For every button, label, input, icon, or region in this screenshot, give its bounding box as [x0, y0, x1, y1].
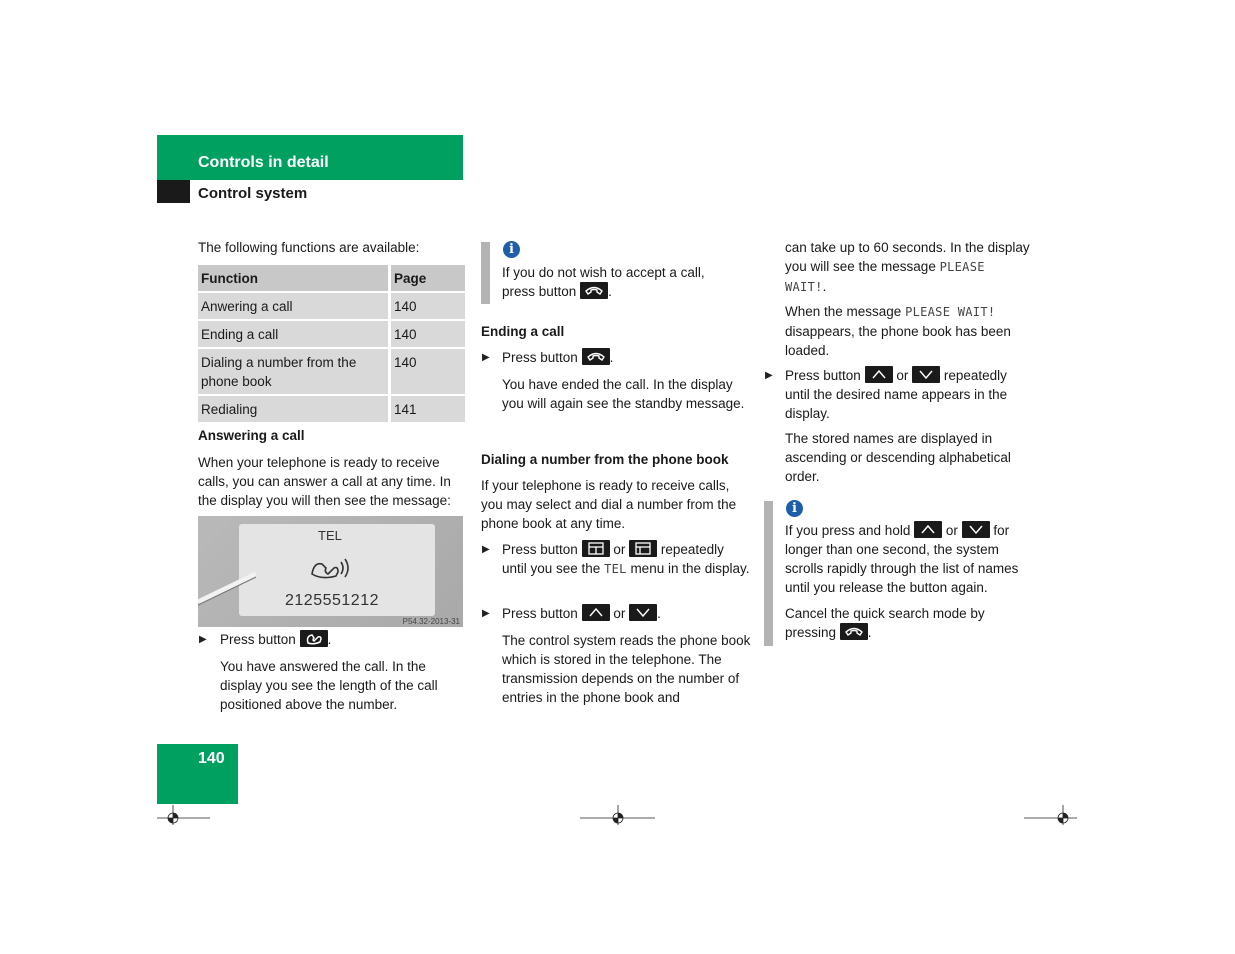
answering-heading: Answering a call: [198, 428, 305, 443]
dialing-step-b: [502, 604, 661, 623]
or-text: or: [613, 606, 626, 621]
table-row: [198, 395, 465, 423]
info-bar: [481, 242, 490, 304]
info-text-end: .: [608, 284, 612, 299]
page-number-box: [157, 744, 238, 804]
dialing-result: The control system reads the phone book which is stored in the telephone. The transmission depends on the number of entries in the phone book and: [502, 633, 751, 705]
display-label: TEL: [318, 528, 342, 543]
table-cell: Anwering a call: [198, 292, 390, 320]
function-table: [198, 265, 465, 424]
display-term: TEL: [604, 562, 627, 576]
answer-call-key-icon: [300, 630, 328, 647]
step-text-end: .: [609, 350, 614, 365]
incoming-call-icon: [308, 554, 356, 582]
table-cell: Redialing: [198, 395, 390, 423]
display-number: 2125551212: [285, 592, 379, 609]
display-photo: [198, 516, 463, 627]
info-icon: i: [503, 241, 520, 258]
table-header-page: Page: [390, 265, 466, 292]
bullet-arrow-icon: ▶: [199, 634, 207, 645]
crop-mark-icon: [157, 805, 212, 825]
dialing-heading: Dialing a number from the phone book: [481, 452, 729, 467]
up-key-icon: [582, 604, 610, 621]
answer-result: You have answered the call. In the display you see the length of the call positioned above the number.: [220, 659, 438, 712]
or-text: or: [945, 523, 958, 538]
select-name-step: [785, 366, 1030, 423]
info-text: Cancel the quick search mode by pressing: [785, 606, 985, 640]
table-cell: 140: [390, 320, 466, 348]
body-text-end: .: [822, 279, 827, 294]
or-text: or: [613, 542, 626, 557]
info-text-end: .: [867, 625, 872, 640]
subsection-title: Control system: [198, 185, 308, 202]
ending-result: You have ended the call. In the display you will again see the standby message.: [502, 377, 745, 411]
table-cell: 140: [390, 348, 466, 395]
info-note-1: [502, 263, 732, 301]
intro-text: The following functions are available:: [198, 240, 420, 255]
table-row: [198, 320, 465, 348]
info-bar: [764, 501, 773, 646]
info-text: If you do not wish to accept a call, press button: [502, 265, 705, 299]
body-text: can take up to 60 seconds. In the display you will see the message: [785, 240, 1030, 274]
step-text: Press button: [502, 606, 578, 621]
menu-prev-key-icon: [582, 540, 610, 557]
end-call-key-icon: [580, 282, 608, 299]
menu-next-key-icon: [629, 540, 657, 557]
body-text: When the message: [785, 304, 902, 319]
bullet-arrow-icon: ▶: [482, 352, 490, 363]
step-text: repeatedly until you see the: [502, 542, 724, 576]
down-key-icon: [962, 521, 990, 538]
crop-mark-icon: [580, 805, 656, 825]
dialing-step-a: [502, 540, 750, 579]
step-text-end: .: [657, 606, 661, 621]
table-cell: 141: [390, 395, 466, 423]
display-message: PLEASE WAIT!: [785, 260, 985, 294]
down-key-icon: [629, 604, 657, 621]
stylus-pointer: [198, 566, 268, 616]
step-text-end: menu in the display.: [630, 561, 750, 576]
crop-mark-icon: [1024, 805, 1079, 825]
section-title: Controls in detail: [198, 154, 329, 171]
dialing-text: If your telephone is ready to receive calls, you may select and dial a number from the phone book at any time.: [481, 478, 737, 531]
info-note-2: [785, 521, 1030, 597]
when-message-text: [785, 302, 1030, 360]
table-row: [198, 348, 465, 395]
cancel-text: [785, 604, 1030, 642]
or-text: or: [896, 368, 909, 383]
up-key-icon: [865, 366, 893, 383]
page-number: 140: [198, 750, 225, 767]
answer-step: [220, 630, 331, 649]
image-code: P54.32-2013-31: [402, 617, 460, 626]
bullet-arrow-icon: ▶: [482, 608, 490, 619]
bullet-arrow-icon: ▶: [765, 370, 773, 381]
up-key-icon: [914, 521, 942, 538]
down-key-icon: [912, 366, 940, 383]
section-header: [157, 135, 463, 180]
display-message: PLEASE WAIT!: [905, 305, 996, 319]
step-text: Press button: [502, 350, 578, 365]
bullet-arrow-icon: ▶: [482, 544, 490, 555]
body-text: disappears, the phone book has been loaded.: [785, 324, 1011, 358]
info-text: If you press and hold: [785, 523, 911, 538]
step-text: Press button: [220, 632, 296, 647]
table-row: [198, 292, 465, 320]
table-header-function: Function: [198, 265, 390, 292]
table-header-row: [198, 265, 465, 292]
step-text: Press button: [502, 542, 578, 557]
table-cell: Dialing a number from the phone book: [198, 348, 390, 395]
ending-step: [502, 348, 613, 367]
table-cell: Ending a call: [198, 320, 390, 348]
ending-heading: Ending a call: [481, 324, 565, 339]
info-icon: i: [786, 500, 803, 517]
stored-names-text: The stored names are displayed in ascending or descending alphabetical order.: [785, 431, 1011, 484]
info-text: for longer than one second, the system scrolls rapidly through the list of names until you release the button again.: [785, 523, 1019, 595]
step-text: repeatedly until the desired name appears in the display.: [785, 368, 1008, 421]
continued-text: [785, 238, 1030, 297]
subsection-marker: [157, 180, 190, 203]
step-text-end: .: [327, 632, 332, 647]
end-call-key-icon: [840, 623, 868, 640]
answering-text: When your telephone is ready to receive calls, you can answer a call at any time. In the display you will then see the message:: [198, 455, 451, 508]
step-text: Press button: [785, 368, 861, 383]
table-cell: 140: [390, 292, 466, 320]
end-call-key-icon: [582, 348, 610, 365]
